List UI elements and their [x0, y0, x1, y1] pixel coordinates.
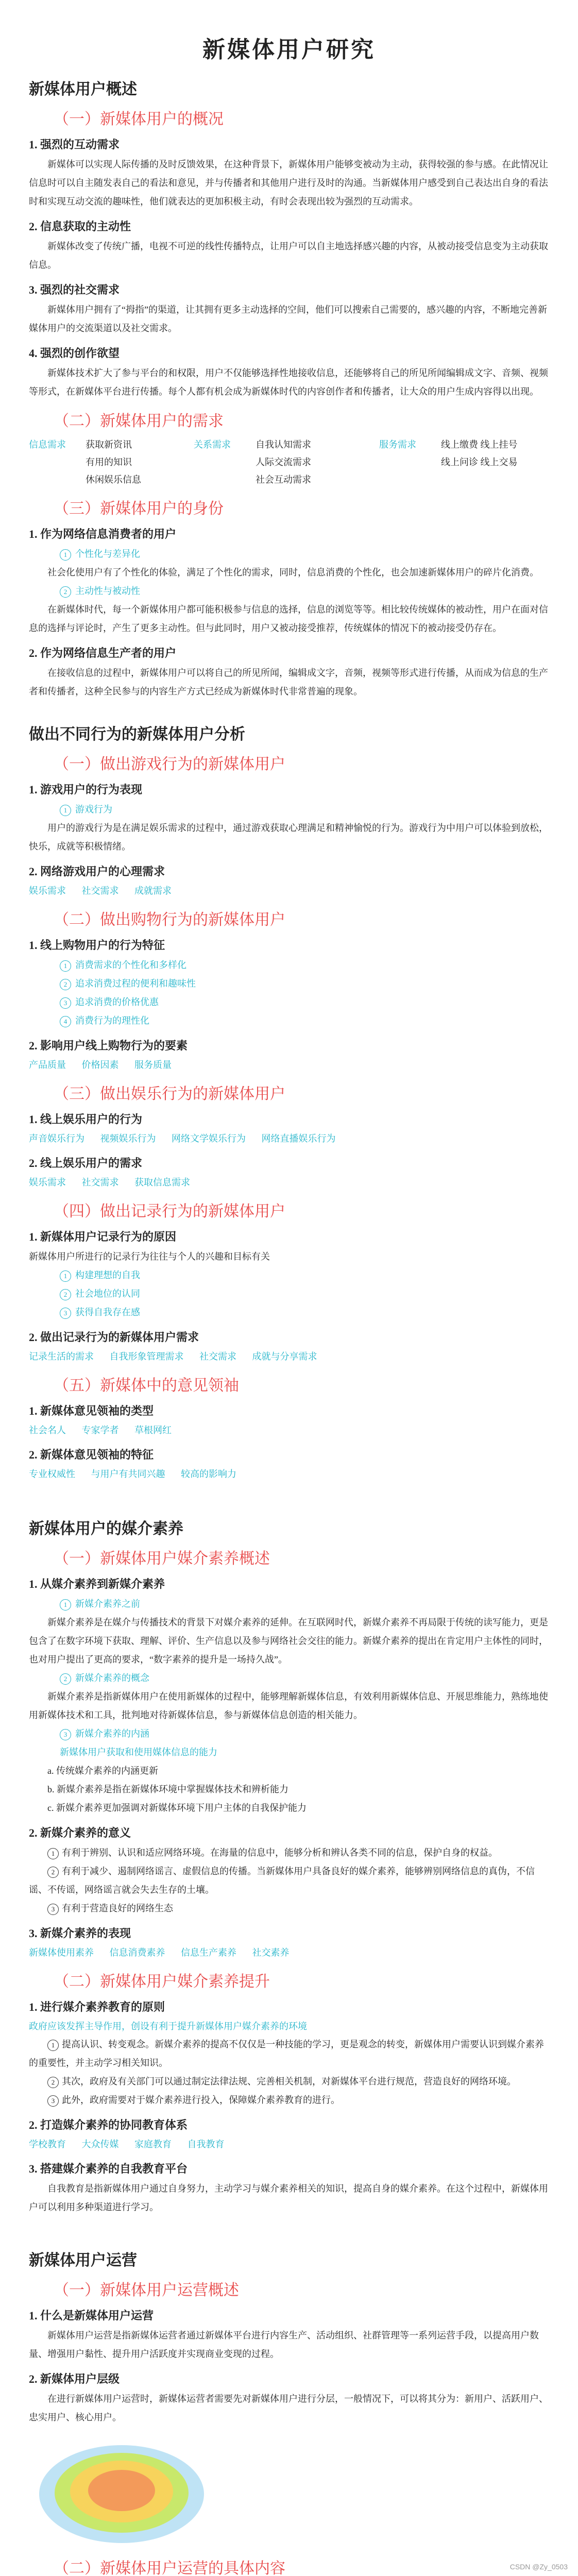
section-heading: （四）做出记录行为的新媒体用户	[54, 1203, 285, 1220]
tag-row	[29, 1421, 549, 1439]
part-heading: 新媒体用户运营	[29, 2252, 137, 2269]
tag: 社交需求	[81, 1177, 119, 1188]
numbered-paragraph: 1 提高认识、转变观念。新媒介素养的提高不仅仅是一种技能的学习，更是观念的转变，新媒体用户需要认识到媒介素养的重要性，并主动学习相关知识。	[29, 2039, 544, 2068]
paragraph: c. 新媒介素养更加强调对新媒体环境下用户主体的自我保护能力	[47, 1803, 307, 1813]
section-heading: （一）新媒体用户媒介素养概述	[54, 1550, 270, 1567]
subheading: 2. 线上娱乐用户的需求	[29, 1157, 143, 1170]
paragraph: 新媒介素养是在媒介与传播技术的背景下对媒介素养的延伸。在互联网时代，新媒介素养不再局限于传统的读写能力，更是包含了在数字环境下获取、理解、评价、生产信息以及参与网络社会交往的能力。新媒介素养的提出在肯定用户主体性的同时，也对用户提出了更高的要求，“数字素养的提升是一场持久战”。	[29, 1617, 548, 1665]
paragraph: a. 传统媒介素养的内涵更新	[47, 1766, 158, 1776]
needs-cell: 获取新资讯	[86, 439, 132, 450]
subheading: 2. 新媒体用户层级	[29, 2372, 120, 2385]
paragraph: 用户的游戏行为是在满足娱乐需求的过程中，通过游戏获取心理满足和精神愉悦的行为。游戏行为中用户可以体验到放松，快乐，成就等积极情绪。	[29, 823, 548, 852]
tag: 视频娱乐行为	[100, 1133, 156, 1144]
tag-row	[29, 1944, 549, 1961]
circle-number-icon: 3	[60, 1729, 71, 1740]
tag: 网络直播娱乐行为	[261, 1133, 336, 1144]
circle-number-icon: 3	[47, 1904, 59, 1915]
subheading: 1. 从媒介素养到新媒介素养	[29, 1578, 165, 1590]
tag: 较高的影响力	[181, 1469, 236, 1479]
needs-cell: 关系需求	[194, 439, 231, 450]
paragraph: 新媒体用户拥有了“拇指”的渠道，让其拥有更多主动选择的空间，他们可以搜索自己需要的，感兴趣的内容，不断地完善新媒体用户的交流渠道以及社交需求。	[29, 304, 547, 333]
subheading: 2. 作为网络信息生产者的用户	[29, 647, 177, 659]
subheading: 3. 新媒介素养的表现	[29, 1927, 131, 1940]
circle-number-icon: 1	[60, 960, 71, 972]
circle-number-icon: 2	[60, 1673, 71, 1685]
needs-cell: 有用的知识	[86, 457, 132, 467]
circle-number-icon: 1	[60, 1270, 71, 1282]
tag: 成就需求	[134, 886, 172, 896]
part-heading: 新媒体用户概述	[29, 81, 137, 98]
user-layer-diagram	[39, 2435, 204, 2548]
subheading: 2. 新媒介素养的意义	[29, 1826, 131, 1839]
circle-number-icon: 1	[60, 549, 71, 561]
highlight-line: 政府应该发挥主导作用，创设有利于提升新媒体用户媒介素养的环境	[29, 2021, 307, 2031]
subheading: 1. 线上购物用户的行为特征	[29, 939, 165, 952]
paragraph: 新媒体技术扩大了参与平台的和权限，用户不仅能够选择性地接收信息，还能够将自己的所见所闻编辑成文字、音频、视频等形式，在新媒体平台进行传播。每个人都有机会成为新媒体时代的内容创作者和传播者，让大众的用户生成内容得以出现。	[29, 368, 548, 397]
tag: 娱乐需求	[29, 886, 66, 896]
subheading: 3. 强烈的社交需求	[29, 283, 120, 296]
tag-row	[29, 2136, 549, 2153]
numbered-paragraph: 3 此外，政府需要对于媒介素养进行投入，保障媒介素养教育的进行。	[29, 2091, 549, 2109]
tag: 社交素养	[252, 1947, 290, 1958]
tag: 记录生活的需求	[29, 1351, 94, 1362]
circle-number-icon: 1	[47, 2040, 59, 2051]
section-heading: （一）新媒体用户的概况	[54, 111, 224, 128]
layer-ellipse	[88, 2470, 155, 2511]
subheading: 1. 什么是新媒体用户运营	[29, 2309, 154, 2322]
needs-cell: 休闲娱乐信息	[86, 474, 141, 485]
circle-number-icon: 3	[60, 997, 71, 1009]
tag: 家庭教育	[134, 2139, 172, 2149]
tag: 专家学者	[81, 1425, 119, 1435]
tag: 网络文学娱乐行为	[172, 1133, 246, 1144]
needs-cell: 线上问诊 线上交易	[441, 457, 518, 467]
list-item: 1 新媒介素养之前	[60, 1595, 549, 1613]
section-heading: （一）做出游戏行为的新媒体用户	[54, 756, 285, 773]
circle-number-icon: 1	[60, 1599, 71, 1611]
tag-row	[29, 882, 549, 900]
tag: 社交需求	[199, 1351, 236, 1362]
needs-cell	[29, 453, 86, 471]
circle-number-icon: 3	[60, 1308, 71, 1319]
paragraph: 新媒体可以实现人际传播的及时反馈效果，在这种背景下，新媒体用户能够变被动为主动，获得较强的参与感。在此情况让信息时可以自主随发表自己的看法和意见，并与传播者和其他用户进行及时的沟通。当新媒体用户感受到自己表达出自身的看法时和实现互动交流的趣味性，他们就表达的更加积极主动，有时会表现出较为强烈的互动需求。	[29, 159, 548, 207]
subheading: 2. 信息获取的主动性	[29, 220, 131, 233]
circle-number-icon: 3	[47, 2095, 59, 2107]
needs-cell	[194, 453, 256, 471]
numbered-paragraph: 2 有利于减少、遏制网络谣言、虚假信息的传播。当新媒体用户具备良好的媒介素养，能够辨别网络信息的真伪，不信谣、不传谣，网络谣言就会失去生存的土壤。	[29, 1866, 535, 1895]
section-heading: （一）新媒体用户运营概述	[54, 2282, 239, 2299]
numbered-paragraph: 1 有利于辨别、认识和适应网络环境。在海量的信息中，能够分析和辨认各类不同的信息，保护自身的权益。	[29, 1843, 549, 1862]
section-heading: （五）新媒体中的意见领袖	[54, 1377, 239, 1394]
tag: 自我教育	[187, 2139, 225, 2149]
circle-number-icon: 2	[47, 2077, 59, 2088]
tag: 专业权威性	[29, 1469, 75, 1479]
list-item: 1 构建理想的自我	[60, 1266, 549, 1284]
needs-cell: 社会互动需求	[256, 474, 311, 485]
numbered-paragraph: 2 其次，政府及有关部门可以通过制定法律法规、完善相关机制，对新媒体平台进行规范，营造良好的网络环境。	[29, 2072, 549, 2091]
needs-cell: 人际交流需求	[256, 457, 311, 467]
subheading: 1. 新媒体用户记录行为的原因	[29, 1230, 177, 1243]
paragraph: 新媒体用户所进行的记录行为往往与个人的兴趣和目标有关	[29, 1251, 270, 1262]
circle-number-icon: 2	[60, 586, 71, 598]
tag-row	[29, 1056, 549, 1074]
watermark: CSDN @Zy_0503	[509, 2563, 568, 2571]
needs-cell: 自我认知需求	[256, 439, 311, 450]
needs-cell: 服务需求	[379, 439, 416, 450]
tag-row	[29, 1130, 549, 1147]
tag: 社会名人	[29, 1425, 66, 1435]
paragraph: 新媒介素养是指新媒体用户在使用新媒体的过程中，能够理解新媒体信息，有效利用新媒体信息、开展思维能力，熟练地使用新媒体技术和工具，批判地对待新媒体信息，参与新媒体信息创造的相关能力。	[29, 1691, 548, 1720]
tag: 学校教育	[29, 2139, 66, 2149]
tag: 信息消费素养	[109, 1947, 165, 1958]
section-heading: （二）做出购物行为的新媒体用户	[54, 911, 285, 928]
subheading: 1. 进行媒介素养教育的原则	[29, 2001, 165, 2013]
tag: 自我形象管理需求	[109, 1351, 184, 1362]
part-heading: 做出不同行为的新媒体用户分析	[29, 726, 245, 743]
paragraph: 社会化使用户有了个性化的体验，满足了个性化的需求，同时，信息消费的个性化，也会加速新媒体用户的碎片化消费。	[47, 567, 539, 578]
tag: 新媒体使用素养	[29, 1947, 94, 1958]
tag: 社交需求	[81, 886, 119, 896]
subheading: 1. 线上娱乐用户的行为	[29, 1113, 143, 1126]
list-item: 3 追求消费的价格优惠	[60, 993, 549, 1011]
tag: 产品质量	[29, 1060, 66, 1070]
paragraph: b. 新媒介素养是指在新媒体环境中掌握媒体技术和辨析能力	[47, 1784, 288, 1794]
part-heading: 新媒体用户的媒介素养	[29, 1520, 183, 1537]
subheading: 2. 打造媒介素养的协同教育体系	[29, 2119, 188, 2131]
list-item: 4 消费行为的理性化	[60, 1011, 549, 1030]
needs-cell: 信息需求	[29, 439, 66, 450]
list-item: 1 消费需求的个性化和多样化	[60, 956, 549, 974]
subheading: 1. 游戏用户的行为表现	[29, 783, 143, 796]
tag-row	[29, 1465, 549, 1483]
needs-table	[29, 436, 549, 488]
subheading: 1. 作为网络信息消费者的用户	[29, 528, 177, 540]
subheading: 2. 新媒体意见领袖的特征	[29, 1448, 154, 1461]
subheading: 2. 做出记录行为的新媒体用户需求	[29, 1331, 199, 1344]
numbered-paragraph: 3 有利于营造良好的网络生态	[29, 1899, 549, 1918]
list-item: 2 新媒介素养的概念	[60, 1669, 549, 1687]
circle-number-icon: 2	[60, 979, 71, 990]
subheading: 2. 网络游戏用户的心理需求	[29, 865, 165, 878]
tag: 价格因素	[81, 1060, 119, 1070]
subheading: 2. 影响用户线上购物行为的要素	[29, 1039, 188, 1052]
circle-number-icon: 1	[60, 805, 71, 816]
list-item: 2 主动性与被动性	[60, 582, 549, 600]
tag: 获取信息需求	[134, 1177, 190, 1188]
paragraph: 在接收信息的过程中，新媒体用户可以将自己的所见所闻，编辑成文字，音频，视频等形式进行传播，从而成为信息的生产者和传播者，这种全民参与的内容生产方式已经成为新媒体时代非常普遍的现象。	[29, 668, 548, 697]
section-heading: （二）新媒体用户媒介素养提升	[54, 1973, 270, 1990]
list-item: 1 个性化与差异化	[60, 545, 549, 563]
needs-cell	[29, 471, 86, 488]
tag: 大众传媒	[81, 2139, 119, 2149]
subheading: 3. 搭建媒介素养的自我教育平台	[29, 2162, 188, 2175]
section-heading: （二）新媒体用户运营的具体内容	[54, 2560, 285, 2576]
paragraph: 在进行新媒体用户运营时，新媒体运营者需要先对新媒体用户进行分层，一般情况下，可以将其分为：新用户、活跃用户、忠实用户、核心用户。	[29, 2394, 548, 2422]
tag: 信息生产素养	[181, 1947, 236, 1958]
circle-number-icon: 4	[60, 1016, 71, 1027]
circle-number-icon: 2	[60, 1289, 71, 1300]
list-item: 新媒体用户获取和使用媒体信息的能力	[60, 1747, 217, 1757]
circle-number-icon: 2	[47, 1867, 59, 1878]
paragraph: 新媒体用户运营是指新媒体运营者通过新媒体平台进行内容生产、活动组织、社群管理等一系列运营手段，以提高用户数量、增强用户黏性、提升用户活跃度并实现商业变现的过程。	[29, 2330, 539, 2359]
section-heading: （二）新媒体用户的需求	[54, 413, 224, 430]
subheading: 1. 强烈的互动需求	[29, 138, 120, 151]
tag-row	[29, 1348, 549, 1365]
section-heading: （三）新媒体用户的身份	[54, 500, 224, 517]
tag: 成就与分享需求	[252, 1351, 317, 1362]
paragraph: 在新媒体时代，每一个新媒体用户都可能积极参与信息的选择，信息的浏览等等。相比较传统媒体的被动性，用户在面对信息的选择与评论时，产生了更多主动性。但与此同时，用户又被动接受推荐，传统媒体的情况下的被动接受仍存在。	[29, 604, 548, 633]
tag: 声音娱乐行为	[29, 1133, 84, 1144]
list-item: 1 游戏行为	[60, 800, 549, 819]
paragraph: 新媒体改变了传统广播，电视不可逆的线性传播特点，让用户可以自主地选择感兴趣的内容，从被动接受信息变为主动获取信息。	[29, 241, 548, 270]
document	[29, 0, 549, 2576]
list-item: 3 获得自我存在感	[60, 1303, 549, 1321]
subheading: 1. 新媒体意见领袖的类型	[29, 1404, 154, 1417]
needs-cell	[194, 471, 256, 488]
tag: 与用户有共同兴趣	[91, 1469, 165, 1479]
list-item: 2 追求消费过程的便利和趣味性	[60, 974, 549, 993]
circle-number-icon: 1	[47, 1848, 59, 1859]
needs-cell	[379, 453, 441, 471]
tag: 娱乐需求	[29, 1177, 66, 1188]
tag-row	[29, 1174, 549, 1191]
list-item: 2 社会地位的认同	[60, 1284, 549, 1303]
list-item: 3 新媒介素养的内涵	[60, 1724, 549, 1743]
page-title: 新媒体用户研究	[202, 37, 376, 62]
section-heading: （三）做出娱乐行为的新媒体用户	[54, 1086, 285, 1103]
tag: 服务质量	[134, 1060, 172, 1070]
subheading: 4. 强烈的创作欲望	[29, 347, 120, 360]
tag: 草根网红	[134, 1425, 172, 1435]
needs-cell: 线上缴费 线上挂号	[441, 439, 518, 450]
paragraph: 自我教育是指新媒体用户通过自身努力，主动学习与媒介素养相关的知识，提高自身的媒介素养。在这个过程中，新媒体用户可以利用多种渠道进行学习。	[29, 2183, 548, 2212]
